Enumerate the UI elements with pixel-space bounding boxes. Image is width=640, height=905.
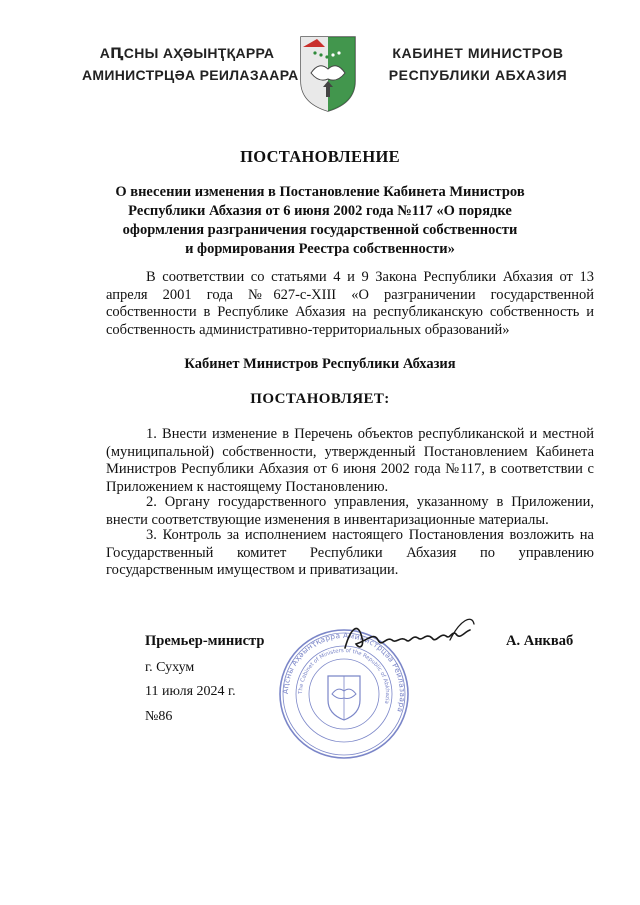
seal-inner-text: The Cabinet of Ministers of the Republic of Abkhazia bbox=[297, 647, 391, 705]
resolution-item: 1. Внести изменение в Перечень объектов республиканской и местной (муниципальной) собственности, утвержденный Постановлением Кабинета Министров Республики Абхазия от 6 июня 2002 года №117, в соответствии с Приложением к настоящему Постановлению. bbox=[106, 426, 594, 495]
header-right-line1: КАБИНЕТ МИНИСТРОВ bbox=[392, 45, 564, 61]
header-left bbox=[82, 42, 299, 86]
resolves-heading: ПОСТАНОВЛЯЕТ: bbox=[250, 391, 390, 407]
subject-line: и формирования Реестра собственности» bbox=[185, 241, 455, 257]
seal-outer-text: Аԥсны Аҳәынҭқарра Аминистрцәа Реилазаара bbox=[280, 630, 408, 714]
signature-scribble bbox=[340, 610, 480, 660]
subject-line: Республики Абхазия от 6 июня 2002 года №117 «О порядке bbox=[128, 203, 512, 219]
header-right-line2: РЕСПУБЛИКИ АБХАЗИЯ bbox=[388, 67, 568, 83]
subject-line: О внесении изменения в Постановление Кабинета Министров bbox=[115, 184, 525, 200]
header-left-line2: АМИНИСТРЦӘА РЕИЛАЗААРА bbox=[82, 67, 299, 83]
issuer-line: Кабинет Министров Республики Абхазия bbox=[184, 356, 456, 372]
signatory-position: Премьер-министр bbox=[145, 633, 265, 649]
subject-line: оформления разграничения государственной собственности bbox=[122, 222, 518, 238]
document-subject bbox=[110, 183, 530, 259]
header-right bbox=[378, 42, 578, 86]
state-emblem bbox=[297, 33, 359, 113]
header-left-line1: АԤСНЫ АҲӘЫНҬҚАРРА bbox=[99, 45, 275, 61]
document-title: ПОСТАНОВЛЕНИЕ bbox=[240, 147, 400, 166]
issue-place: г. Сухум bbox=[145, 660, 195, 675]
preamble-paragraph: В соответствии со статьями 4 и 9 Закона Республики Абхазия от 13 апреля 2001 года №627-с-XIII «О разграничении государственной собственности в Республике Абхазия на республиканскую собственность и собственность административно-территориальных образований» bbox=[106, 269, 594, 338]
resolution-item: 2. Органу государственного управления, указанному в Приложении, внести соответствующие изменения в инвентаризационные материалы. bbox=[106, 494, 594, 528]
document-number: №86 bbox=[145, 709, 173, 724]
resolution-item: 3. Контроль за исполнением настоящего Постановления возложить на Государственный комитет Республики Абхазия по управлению государственным имуществом и приватизации. bbox=[106, 527, 594, 579]
issue-date: 11 июля 2024 г. bbox=[145, 684, 236, 699]
signatory-name: А. Анкваб bbox=[506, 633, 574, 649]
